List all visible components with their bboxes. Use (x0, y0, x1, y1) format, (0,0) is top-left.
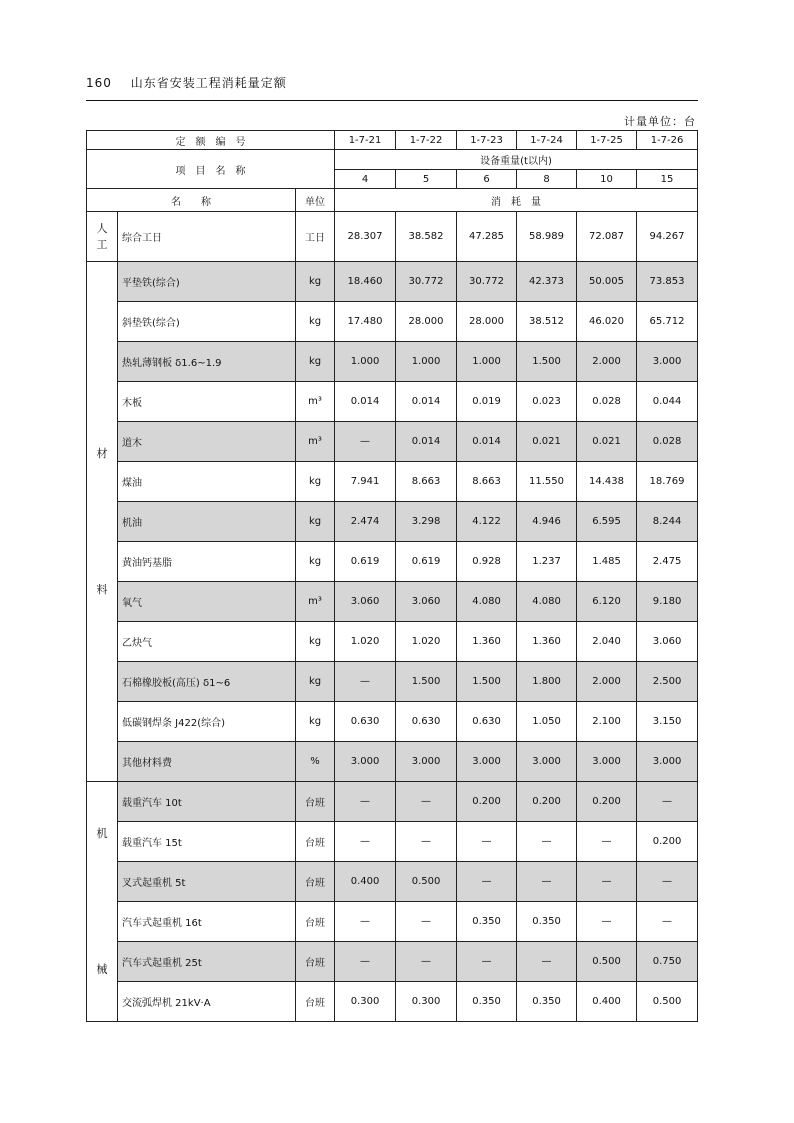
consumption-value: 46.020 (577, 302, 637, 342)
consumption-value: — (637, 862, 698, 902)
weight-value: 5 (396, 170, 457, 189)
materials-group-label: 材 料 (87, 262, 118, 782)
consumption-value: 38.582 (396, 212, 457, 262)
item-unit: kg (296, 662, 335, 702)
materials-row (87, 502, 698, 542)
materials-row (87, 662, 698, 702)
materials-row (87, 262, 698, 302)
weight-value: 6 (457, 170, 517, 189)
consumption-value: 3.060 (335, 582, 396, 622)
weight-label-row (87, 150, 698, 170)
item-name: 低碳钢焊条 J422(综合) (118, 702, 296, 742)
consumption-value: 0.300 (396, 982, 457, 1022)
consumption-value: 1.020 (335, 622, 396, 662)
consumption-value: 0.014 (396, 382, 457, 422)
consumption-value: 73.853 (637, 262, 698, 302)
machinery-row (87, 782, 698, 822)
item-name: 热轧薄钢板 δ1.6~1.9 (118, 342, 296, 382)
consumption-value: 9.180 (637, 582, 698, 622)
consumption-value: 3.150 (637, 702, 698, 742)
item-unit: 台班 (296, 782, 335, 822)
consumption-value: 30.772 (396, 262, 457, 302)
quota-no-label: 定 额 编 号 (87, 131, 335, 150)
materials-row (87, 302, 698, 342)
consumption-value: 8.244 (637, 502, 698, 542)
item-unit: 台班 (296, 862, 335, 902)
consumption-value: 0.300 (335, 982, 396, 1022)
item-unit: kg (296, 702, 335, 742)
materials-row (87, 382, 698, 422)
consumption-value: 3.000 (637, 342, 698, 382)
consumption-value: 3.060 (637, 622, 698, 662)
item-unit: kg (296, 302, 335, 342)
consumption-value: 14.438 (577, 462, 637, 502)
consumption-value: 28.307 (335, 212, 396, 262)
consumption-value: 0.028 (637, 422, 698, 462)
consumption-value: 3.298 (396, 502, 457, 542)
consumption-value: 0.400 (577, 982, 637, 1022)
item-name: 其他材料费 (118, 742, 296, 782)
consumption-value: 1.800 (517, 662, 577, 702)
unit-note: 计量单位：台 (624, 115, 696, 128)
consumption-value: 42.373 (517, 262, 577, 302)
consumption-value: 2.500 (637, 662, 698, 702)
consumption-value: — (517, 862, 577, 902)
item-name: 乙炔气 (118, 622, 296, 662)
consumption-value: 0.500 (577, 942, 637, 982)
weight-value: 10 (577, 170, 637, 189)
consumption-value: — (577, 902, 637, 942)
consumption-value: — (335, 422, 396, 462)
consumption-value: 47.285 (457, 212, 517, 262)
item-name: 叉式起重机 5t (118, 862, 296, 902)
consumption-value: 0.014 (457, 422, 517, 462)
materials-row (87, 462, 698, 502)
consumption-value: — (335, 822, 396, 862)
consumption-value: — (577, 862, 637, 902)
consumption-value: 0.021 (577, 422, 637, 462)
labor-row (87, 212, 698, 262)
consumption-value: 0.350 (517, 982, 577, 1022)
item-unit: kg (296, 262, 335, 302)
consumption-value: 1.500 (457, 662, 517, 702)
item-unit: 台班 (296, 822, 335, 862)
consumption-value: 28.000 (457, 302, 517, 342)
consumption-value: — (457, 942, 517, 982)
consumption-value: 2.000 (577, 662, 637, 702)
consumption-value: 0.350 (457, 902, 517, 942)
item-unit: kg (296, 342, 335, 382)
consumption-value: 3.000 (517, 742, 577, 782)
page-header (86, 74, 287, 91)
consumption-value: 0.200 (637, 822, 698, 862)
consumption-value: 1.500 (396, 662, 457, 702)
consumption-value: — (335, 662, 396, 702)
quota-table (86, 130, 698, 1022)
consumption-value: 0.928 (457, 542, 517, 582)
consumption-value: 1.000 (396, 342, 457, 382)
weight-value: 8 (517, 170, 577, 189)
weight-label: 设备重量(t以内) (335, 150, 698, 170)
item-unit: kg (296, 462, 335, 502)
machinery-row (87, 822, 698, 862)
consumption-value: 65.712 (637, 302, 698, 342)
item-name: 平垫铁(综合) (118, 262, 296, 302)
item-unit: 台班 (296, 942, 335, 982)
consumption-value: 1.020 (396, 622, 457, 662)
item-unit: 工日 (296, 212, 335, 262)
consumption-value: 0.619 (396, 542, 457, 582)
item-name: 载重汽车 10t (118, 782, 296, 822)
consumption-value: 0.630 (457, 702, 517, 742)
header-rule (86, 100, 698, 101)
consumption-value: 6.120 (577, 582, 637, 622)
consumption-value: — (517, 942, 577, 982)
quota-code: 1-7-23 (457, 131, 517, 150)
item-unit: % (296, 742, 335, 782)
column-header-row (87, 189, 698, 212)
consumption-value: 1.000 (335, 342, 396, 382)
item-unit: m³ (296, 422, 335, 462)
item-unit: m³ (296, 382, 335, 422)
consumption-value: 0.200 (517, 782, 577, 822)
book-title: 山东省安装工程消耗量定额 (130, 76, 287, 90)
consumption-value: 50.005 (577, 262, 637, 302)
materials-row (87, 342, 698, 382)
consumption-value: 1.050 (517, 702, 577, 742)
item-name: 汽车式起重机 25t (118, 942, 296, 982)
consumption-value: — (457, 822, 517, 862)
consumption-value: — (457, 862, 517, 902)
consumption-value: 0.630 (335, 702, 396, 742)
consumption-value: 3.000 (577, 742, 637, 782)
item-name: 氧气 (118, 582, 296, 622)
quota-code: 1-7-25 (577, 131, 637, 150)
materials-row (87, 582, 698, 622)
unit-column-label: 单位 (296, 189, 335, 212)
item-name: 黄油钙基脂 (118, 542, 296, 582)
item-name: 机油 (118, 502, 296, 542)
consumption-value: 0.500 (396, 862, 457, 902)
item-name: 木板 (118, 382, 296, 422)
consumption-value: — (335, 782, 396, 822)
item-unit: 台班 (296, 902, 335, 942)
consumption-value: 3.060 (396, 582, 457, 622)
item-name: 道木 (118, 422, 296, 462)
quota-code: 1-7-22 (396, 131, 457, 150)
consumption-value: 2.040 (577, 622, 637, 662)
consumption-value: — (335, 942, 396, 982)
consumption-value: 2.475 (637, 542, 698, 582)
item-unit: kg (296, 502, 335, 542)
machinery-row (87, 982, 698, 1022)
labor-group-label: 人 工 (87, 212, 118, 262)
quota-code: 1-7-24 (517, 131, 577, 150)
consumption-value: 0.500 (637, 982, 698, 1022)
consumption-value: 28.000 (396, 302, 457, 342)
consumption-value: — (335, 902, 396, 942)
consumption-value: 3.000 (457, 742, 517, 782)
consumption-value: 30.772 (457, 262, 517, 302)
consumption-value: 7.941 (335, 462, 396, 502)
item-name: 汽车式起重机 16t (118, 902, 296, 942)
consumption-value: 3.000 (335, 742, 396, 782)
item-unit: 台班 (296, 982, 335, 1022)
name-column-label: 名 称 (87, 189, 296, 212)
consumption-value: 0.028 (577, 382, 637, 422)
consumption-value: — (396, 902, 457, 942)
item-unit: m³ (296, 582, 335, 622)
quota-code: 1-7-21 (335, 131, 396, 150)
consumption-value: 0.021 (517, 422, 577, 462)
consumption-value: 11.550 (517, 462, 577, 502)
consumption-value: 0.350 (457, 982, 517, 1022)
consumption-value: 38.512 (517, 302, 577, 342)
machinery-row (87, 862, 698, 902)
machinery-group-label: 机 械 (87, 782, 118, 1022)
consumption-value: 0.014 (335, 382, 396, 422)
materials-row (87, 542, 698, 582)
consumption-value: 0.630 (396, 702, 457, 742)
consumption-value: 1.360 (457, 622, 517, 662)
consumption-value: — (637, 782, 698, 822)
consumption-value: 0.023 (517, 382, 577, 422)
page-number: 160 (86, 76, 112, 90)
item-name: 交流弧焊机 21kV·A (118, 982, 296, 1022)
consumption-value: 2.100 (577, 702, 637, 742)
consumption-value: 1.360 (517, 622, 577, 662)
consumption-value: 0.200 (457, 782, 517, 822)
consumption-value: 18.460 (335, 262, 396, 302)
item-unit: kg (296, 542, 335, 582)
item-name: 煤油 (118, 462, 296, 502)
consumption-value: 2.474 (335, 502, 396, 542)
consumption-value: 17.480 (335, 302, 396, 342)
consumption-value: 1.485 (577, 542, 637, 582)
consumption-value: 0.019 (457, 382, 517, 422)
consumption-value: 0.619 (335, 542, 396, 582)
item-name: 综合工日 (118, 212, 296, 262)
consumption-value: 1.000 (457, 342, 517, 382)
materials-row (87, 422, 698, 462)
item-name: 载重汽车 15t (118, 822, 296, 862)
consumption-value: 0.200 (577, 782, 637, 822)
consumption-value: — (517, 822, 577, 862)
consumption-value: — (396, 942, 457, 982)
consumption-value: 4.080 (457, 582, 517, 622)
consumption-value: 4.946 (517, 502, 577, 542)
quota-code-row (87, 131, 698, 150)
consumption-value: 8.663 (457, 462, 517, 502)
consumption-value: 58.989 (517, 212, 577, 262)
materials-row (87, 742, 698, 782)
consumption-value: 6.595 (577, 502, 637, 542)
consumption-value: 3.000 (396, 742, 457, 782)
machinery-row (87, 942, 698, 982)
consumption-value: — (396, 822, 457, 862)
item-name-label: 项 目 名 称 (87, 150, 335, 189)
consumption-value: — (396, 782, 457, 822)
consumption-value: 0.044 (637, 382, 698, 422)
consumption-value: 0.400 (335, 862, 396, 902)
item-unit: kg (296, 622, 335, 662)
materials-row (87, 702, 698, 742)
consumption-value: 1.237 (517, 542, 577, 582)
weight-value: 4 (335, 170, 396, 189)
consumption-label: 消 耗 量 (335, 189, 698, 212)
consumption-value: 0.350 (517, 902, 577, 942)
consumption-value: 8.663 (396, 462, 457, 502)
materials-row (87, 622, 698, 662)
consumption-value: 3.000 (637, 742, 698, 782)
consumption-value: 2.000 (577, 342, 637, 382)
quota-code: 1-7-26 (637, 131, 698, 150)
machinery-row (87, 902, 698, 942)
consumption-value: — (577, 822, 637, 862)
consumption-value: 1.500 (517, 342, 577, 382)
consumption-value: 18.769 (637, 462, 698, 502)
weight-value: 15 (637, 170, 698, 189)
item-name: 石棉橡胶板(高压) δ1~6 (118, 662, 296, 702)
consumption-value: 94.267 (637, 212, 698, 262)
consumption-value: 4.080 (517, 582, 577, 622)
item-name: 斜垫铁(综合) (118, 302, 296, 342)
consumption-value: 0.014 (396, 422, 457, 462)
consumption-value: 0.750 (637, 942, 698, 982)
consumption-value: — (637, 902, 698, 942)
consumption-value: 4.122 (457, 502, 517, 542)
consumption-value: 72.087 (577, 212, 637, 262)
